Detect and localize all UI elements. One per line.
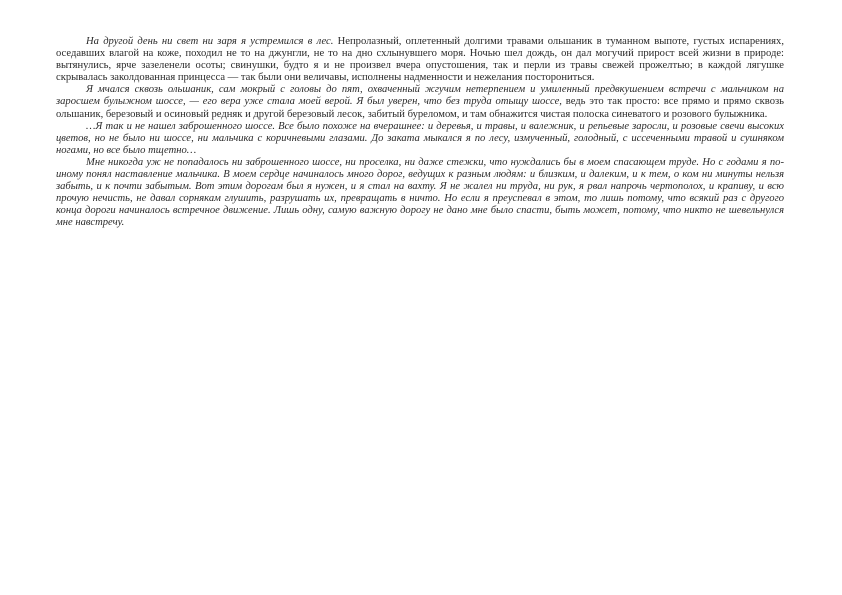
- document-body: [56, 36, 784, 230]
- paragraph-3: [56, 121, 784, 157]
- paragraph-1: [56, 36, 784, 84]
- paragraph-1-regular-text: Непролазный, оплетенный долгими травами ольшаник в туманном выпоте, густых испарениях, оседавших влагой на коже, походил не то на джунгли, не то на дно схлынувшего моря. Ночью шел дождь, он дал могучий прирост всей жизни в природе: вытянулись, ярче зазеленели осоты; свинушки, будто я и не произвел вчера опустошения, так и перли из травы свежей прожелтью; в каждой лягушке скрывалась заколдованная принцесса — так были они величавы, исполнены надменности и нежелания посторониться.: [56, 36, 784, 84]
- paragraph-2-italic-text: Я мчался сквозь ольшаник, сам мокрый с головы до пят, охваченный жгучим нетерпением и умиленный предвкушением встречи с мальчиком на заросшем булыжном шоссе, — его вера уже стала моей верой. Я был уверен, что без труда отыщу шоссе,: [56, 84, 784, 108]
- paragraph-1-italic-text: На другой день ни свет ни заря я устремился в лес.: [86, 36, 334, 47]
- paragraph-2-regular-text: ведь это так просто: все прямо и прямо сквозь ольшаник, березовый и осиновый редняк и другой березовый лесок, забитый буреломом, и там обнажится чистая полоска синеватого и розового булыжника.: [56, 96, 785, 120]
- paragraph-4: [56, 157, 784, 230]
- paragraph-2: [56, 84, 784, 120]
- paragraph-3-italic-text: …Я так и не нашел заброшенного шоссе. Все было похоже на вчерашнее: и деревья, и травы, и валежник, и репьевые заросли, и розовые свечи высоких цветов, но не было ни шоссе, ни мальчика с коричневыми глазами. До заката мыкался я по лесу, измученный, голодный, с иссеченными травой и сушняком ногами, но все было тщетно…: [56, 120, 784, 156]
- paragraph-4-italic-text: Мне никогда уж не попадалось ни заброшенного шоссе, ни проселка, ни даже стежки, что нуждались бы в моем спасающем труде. Но с годами я по-иному понял наставление мальчика. В моем сердце начиналось много дорог, ведущих к разным людям: и близким, и далеким, и к тем, о ком ни минуты нельзя забыть, и к почти забытым. Вот этим дорогам был я нужен, и я стал на вахту. Я не жалел ни труда, ни рук, я рвал напрочь чертополох, и крапиву, и всю прочую нечисть, не давал сорнякам глушить, разрушать их, превращать в ничто. Но если я преуспевал в этом, то лишь потому, что всякий раз с другого конца дороги начиналось встречное движение. Лишь одну, самую важную дорогу не дано мне было спасти, быть может, потому, что никто не шевельнулся мне навстречу.: [56, 156, 784, 229]
